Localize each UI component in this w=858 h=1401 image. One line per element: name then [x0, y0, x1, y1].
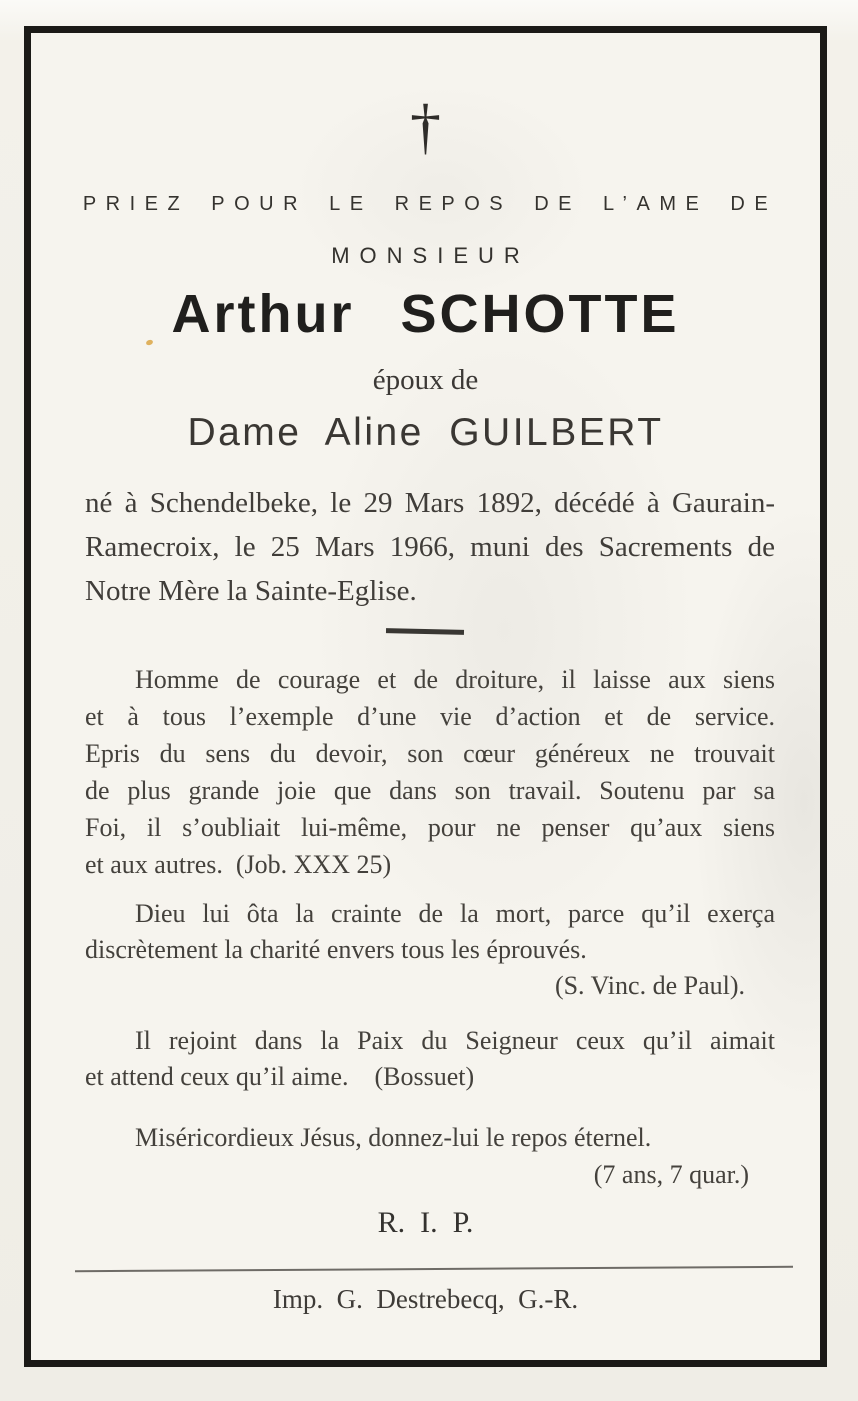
quote-line: et attend ceux qu’il aime. (Bossuet)	[85, 1062, 475, 1091]
printer-credit: Imp. G. Destrebecq, G.-R.	[272, 1284, 579, 1314]
quote-vincent-paragraph	[85, 896, 775, 1004]
quote-line: Il rejoint dans la Paix du Seigneur ceux qu’il aimait	[135, 1026, 775, 1055]
quote-attribution: (S. Vinc. de Paul).	[554, 971, 745, 1000]
eulogy-line: et à tous l’exemple d’une vie d’action et de service.	[85, 702, 775, 731]
rip-text: R. I. P.	[377, 1206, 474, 1239]
monsieur-title: MONSIEUR	[331, 243, 530, 268]
bio-line: Notre Mère la Sainte-Eglise.	[85, 575, 417, 607]
prayer-paragraph	[85, 1119, 775, 1193]
eulogy-line: Homme de courage et de droiture, il laisse aux siens	[135, 665, 775, 694]
bio-paragraph	[85, 481, 775, 613]
eulogy-line: de plus grande joie que dans son travail. Soutenu par sa	[85, 776, 775, 805]
pray-header: PRIEZ POUR LE REPOS DE L’AME DE	[82, 193, 778, 215]
eulogy-paragraph	[85, 661, 775, 883]
bio-line: né à Schendelbeke, le 29 Mars 1892, décédé à Gaurain-	[85, 487, 775, 519]
quote-line: discrètement la charité envers tous les éprouvés.	[85, 935, 587, 964]
indulgence-note: (7 ans, 7 quar.)	[593, 1160, 749, 1189]
deceased-name: Arthur SCHOTTE	[171, 284, 680, 344]
eulogy-line: et aux autres. (Job. XXX 25)	[85, 850, 392, 879]
spouse-intro: époux de	[372, 364, 479, 396]
spouse-name: Dame Aline GUILBERT	[187, 411, 664, 454]
cross-icon: †	[410, 93, 441, 161]
eulogy-line: Foi, il s’oubliait lui-même, pour ne penser qu’aux siens	[85, 813, 775, 842]
prayer-line: Miséricordieux Jésus, donnez-lui le repos éternel.	[135, 1123, 652, 1152]
eulogy-line: Epris du sens du devoir, son cœur généreux ne trouvait	[85, 739, 775, 768]
quote-bossuet-paragraph	[85, 1023, 775, 1095]
bio-line: Ramecroix, le 25 Mars 1966, muni des Sacrements de	[85, 531, 775, 563]
quote-line: Dieu lui ôta la crainte de la mort, parce qu’il exerça	[135, 899, 775, 928]
